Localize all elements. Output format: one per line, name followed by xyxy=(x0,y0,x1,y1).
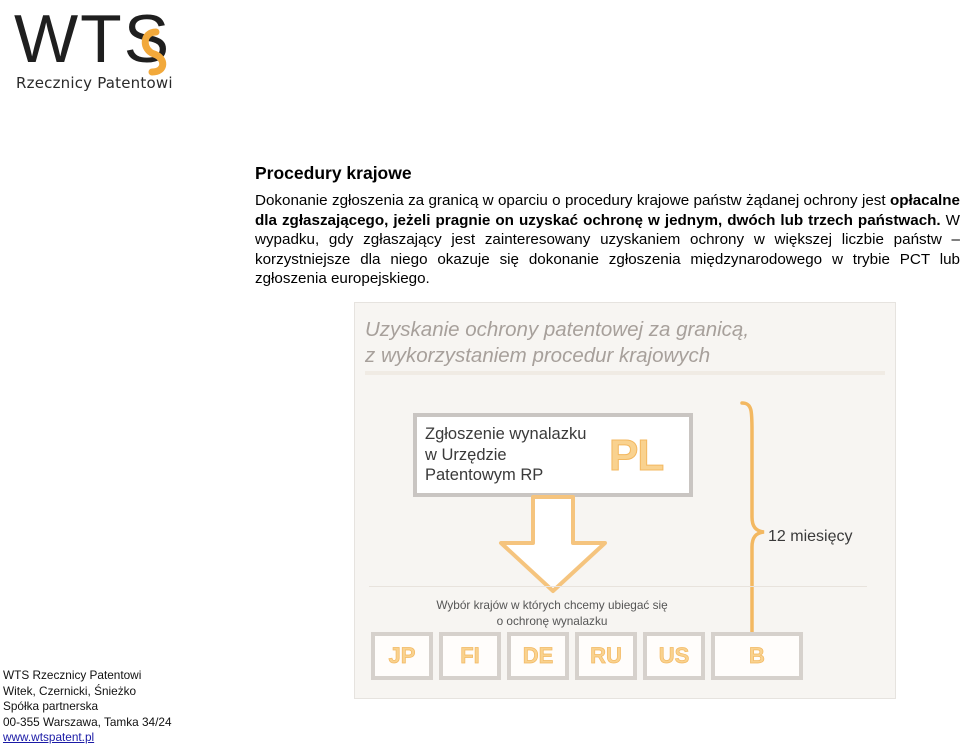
address-line2: Witek, Czernicki, Śnieżko xyxy=(3,683,137,698)
application-line2: w Urzędzie xyxy=(425,445,507,464)
period-label: 12 miesięcy xyxy=(768,528,853,545)
paragraph-bold: opłacalne dla zgłaszającego, jeżeli pragnie on uzyskać ochronę w jednym, dwóch lub trzech państwach. xyxy=(255,192,960,229)
application-line1: Zgłoszenie wynalazku xyxy=(425,425,587,443)
country-de: DE xyxy=(507,632,569,680)
figure-title-line2: z wykorzystaniem procedur krajowych xyxy=(365,344,711,367)
address-line1: WTS Rzecznicy Patentowi xyxy=(3,668,142,682)
origin-badge: PL xyxy=(609,431,664,480)
figure-title-rule xyxy=(365,371,885,375)
figure-divider xyxy=(369,586,867,587)
choice-line2: o ochronę wynalazku xyxy=(496,614,608,628)
section-paragraph xyxy=(255,191,960,289)
country-fi: FI xyxy=(439,632,501,680)
procedure-figure xyxy=(354,302,896,699)
country-list xyxy=(371,632,803,680)
figure-title xyxy=(365,317,749,369)
country-us: US xyxy=(643,632,705,680)
country-b: B xyxy=(711,632,803,680)
logo-letters: WTS xyxy=(14,2,172,77)
application-line3: Patentowym RP xyxy=(425,466,544,484)
country-choice-caption xyxy=(427,597,677,629)
country-jp: JP xyxy=(371,632,433,680)
figure-title-line1: Uzyskanie ochrony patentowej za granicą, xyxy=(365,318,750,341)
country-ru: RU xyxy=(575,632,637,680)
paragraph-rest: W wypadku, gdy zgłaszający jest zainteresowany uzyskaniem ochrony w większej liczbie państw – korzystniejsze dla niego okazuje się dokonanie zgłoszenia międzynarodowego w trybie PCT lub zgłoszenia europejskiego. xyxy=(255,211,960,288)
section-heading: Procedury krajowe xyxy=(255,163,412,183)
website-link[interactable]: www.wtspatent.pl xyxy=(3,730,95,744)
paragraph-lead: Dokonanie zgłoszenia za granicą w oparciu o procedury krajowe państw żądanej ochrony jest xyxy=(255,192,890,209)
period-brace-icon xyxy=(738,401,768,663)
address-line4: 00-355 Warszawa, Tamka 34/24 xyxy=(3,714,172,729)
address-line3: Spółka partnerska xyxy=(3,699,99,713)
choice-line1: Wybór krajów w których chcemy ubiegać się xyxy=(436,598,668,612)
section-content xyxy=(255,163,960,289)
application-text xyxy=(425,424,586,486)
application-box xyxy=(413,413,693,497)
down-arrow-icon xyxy=(497,495,609,595)
logo-tagline: Rzecznicy Patentowi xyxy=(16,74,173,92)
